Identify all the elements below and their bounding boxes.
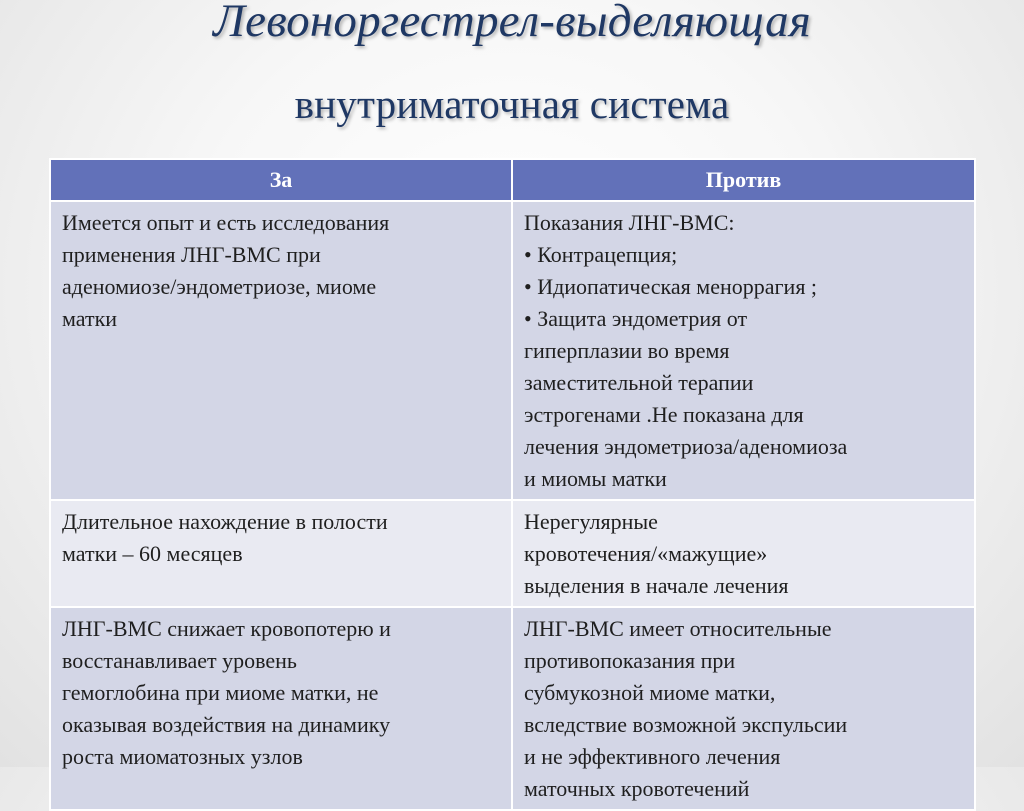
cell-text-line: Длительное нахождение в полости [62, 509, 388, 534]
cell-text-line: вследствие возможной экспульсии [524, 712, 848, 737]
pros-cons-table [49, 158, 976, 811]
cell-text-line: • Идиопатическая меноррагия ; [524, 274, 818, 299]
cell-text-line: противопоказания при [524, 648, 736, 673]
cell-text-line: матки [62, 306, 118, 331]
cell-text-line: гемоглобина при миоме матки, не [62, 680, 379, 705]
cell-text-line: и миомы матки [524, 466, 667, 491]
cell-text-line: матки – 60 месяцев [62, 541, 243, 566]
cell-text-line: восстанавливает уровень [62, 648, 297, 673]
cell-text-line: эстрогенами .Не показана для [524, 402, 804, 427]
cell-text-line: и не эффективного лечения [524, 744, 781, 769]
cell-text-line: лечения эндометриоза/аденомиоза [524, 434, 848, 459]
cell-text-line: ЛНГ-ВМС снижает кровопотерю и [62, 616, 391, 641]
cell-pro [50, 201, 512, 500]
cell-text-line: оказывая воздействия на динамику [62, 712, 391, 737]
header-pro: За [50, 159, 512, 201]
table-row [50, 201, 975, 500]
cell-contra [512, 500, 975, 607]
cell-contra [512, 201, 975, 500]
cell-text-line: маточных кровотечений [524, 776, 750, 801]
table-row [50, 500, 975, 607]
cell-text-line: роста миоматозных узлов [62, 744, 303, 769]
table-row [50, 607, 975, 810]
cell-pro [50, 500, 512, 607]
cell-text-line: субмукозной миоме матки, [524, 680, 776, 705]
table-header-row [50, 159, 975, 201]
cell-text-line: Нерегулярные [524, 509, 658, 534]
cell-text-line: аденомиозе/эндометриозе, миоме [62, 274, 377, 299]
cell-text-line: • Контрацепция; [524, 242, 678, 267]
cell-text-line: гиперплазии во время [524, 338, 730, 363]
cell-text-line: выделения в начале лечения [524, 573, 789, 598]
header-contra: Против [512, 159, 975, 201]
cell-text-line: применения ЛНГ-ВМС при [62, 242, 321, 267]
cell-text-line: Показания ЛНГ-ВМС: [524, 210, 735, 235]
cell-text-line: кровотечения/«мажущие» [524, 541, 768, 566]
cell-text-line: Имеется опыт и есть исследования [62, 210, 390, 235]
cell-text-line: • Защита эндометрия от [524, 306, 748, 331]
cell-text-line: ЛНГ-ВМС имеет относительные [524, 616, 832, 641]
slide-title-line-1: Левоноргестрел-выделяющая [213, 0, 811, 47]
cell-text-line: заместительной терапии [524, 370, 754, 395]
cell-pro [50, 607, 512, 810]
slide-title-line-2: внутриматочная система [294, 81, 730, 127]
cell-contra [512, 607, 975, 810]
